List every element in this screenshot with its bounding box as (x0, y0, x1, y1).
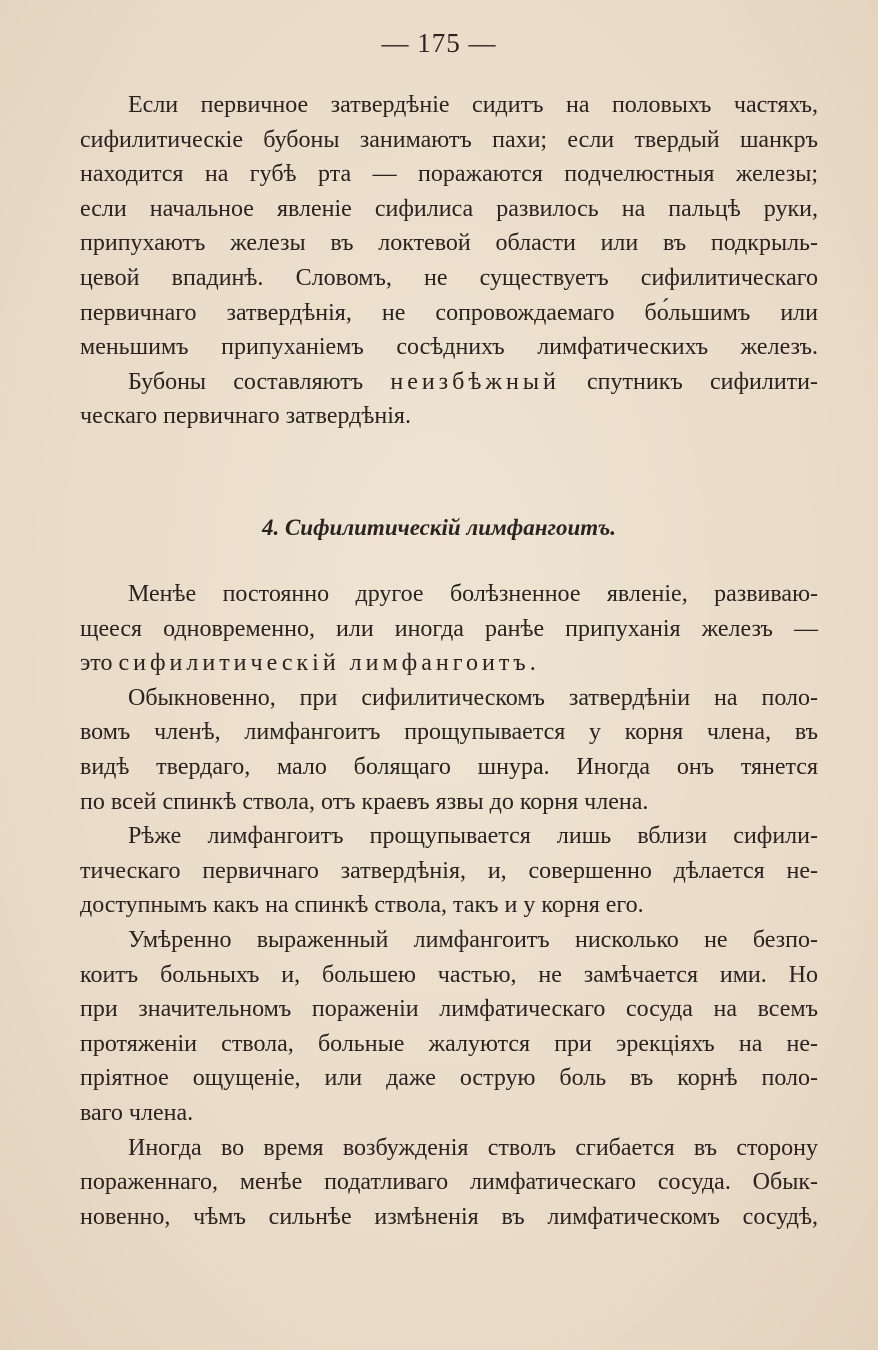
section-1-text (80, 88, 818, 434)
section-heading: 4. Сифилитическій лимфангоитъ. (261, 515, 617, 540)
text-line: сифилитическіе бубоны занимаютъ пахи; если твердый шанкръ (80, 126, 818, 153)
text-line: при значительномъ пораженіи лимфатическаго сосуда на всемъ (80, 996, 818, 1023)
emphasized-text: неизбѣжный (390, 368, 560, 395)
text-line: цевой впадинѣ. Словомъ, не существуетъ сифилитическаго (80, 264, 818, 291)
text-line: ваго члена. (80, 1099, 194, 1126)
text-line (80, 365, 818, 400)
text-line: тическаго первичнаго затвердѣнія, и, совершенно дѣлается не- (80, 857, 818, 884)
text-line: видѣ твердаго, мало болящаго шнура. Иногда онъ тянется (80, 753, 818, 780)
text-run: это (80, 650, 119, 677)
text-line: припухаютъ железы въ локтевой области или въ подкрыль- (80, 230, 818, 257)
text-line: Обыкновенно, при сифилитическомъ затвердѣніи на поло- (128, 684, 818, 711)
text-line: доступнымъ какъ на спинкѣ ствола, такъ и у корня его. (80, 892, 644, 919)
text-line: находится на губѣ рта — поражаются подчелюстныя железы; (80, 161, 818, 188)
text-line: меньшимъ припуханіемъ сосѣднихъ лимфатическихъ железъ. (80, 334, 818, 361)
text-line: если начальное явленіе сифилиса развилось на пальцѣ руки, (80, 195, 818, 222)
text-line: новенно, чѣмъ сильнѣе измѣненія въ лимфатическомъ сосудѣ, (80, 1203, 818, 1230)
text-run: Бубоны составляютъ (128, 368, 391, 395)
text-line: протяженіи ствола, больные жалуются при эрекціяхъ на не- (80, 1030, 818, 1057)
text-line: Рѣже лимфангоитъ прощупывается лишь вблизи сифили- (128, 823, 818, 850)
text-line: ческаго первичнаго затвердѣнія. (80, 403, 411, 430)
text-line: первичнаго затвердѣнія, не сопровождаемаго бо́льшимъ или (80, 299, 818, 326)
page-number: — 175 — (381, 28, 497, 58)
emphasized-text: сифилитическій лимфангоитъ. (118, 650, 540, 677)
text-line: Иногда во время возбужденія стволъ сгибается въ сторону (128, 1134, 818, 1161)
text-line: пораженнаго, менѣе податливаго лимфатическаго сосуда. Обык- (80, 1169, 818, 1196)
text-line: Если первичное затвердѣніе сидитъ на половыхъ частяхъ, (128, 92, 818, 118)
text-line: Умѣренно выраженный лимфангоитъ нисколько не безпо- (128, 926, 818, 953)
text-line: по всей спинкѣ ствола, отъ краевъ язвы до корня члена. (80, 788, 649, 815)
text-line: пріятное ощущеніе, или даже острую боль въ корнѣ поло- (80, 1065, 818, 1092)
text-line: Менѣе постоянно другое болѣзненное явленіе, развиваю- (128, 581, 818, 607)
text-run: спутникъ сифилити- (559, 368, 818, 395)
text-line: щееся одновременно, или иногда ранѣе припуханія железъ — (80, 615, 818, 642)
section-2-text (80, 577, 818, 1234)
text-line: коитъ больныхъ и, большею частью, не замѣчается ими. Но (80, 961, 818, 988)
text-line: вомъ членѣ, лимфангоитъ прощупывается у корня члена, въ (80, 719, 818, 746)
text-line (80, 646, 818, 681)
